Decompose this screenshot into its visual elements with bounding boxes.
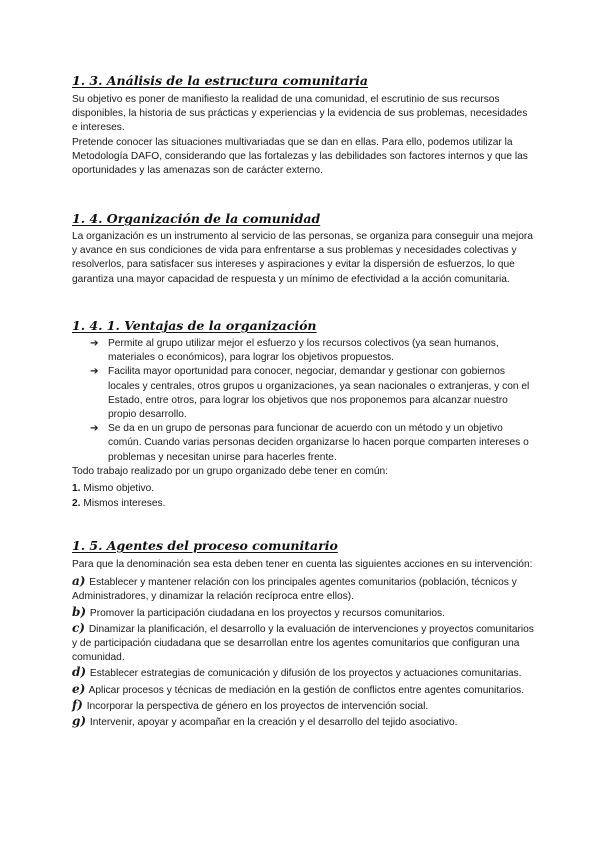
section-1-3 [72,73,534,178]
list-item [72,422,534,465]
item-letter: g) [72,714,87,729]
list-item [72,605,534,621]
arrow-icon: ➔ [90,366,99,378]
section-1-5-title: 1. 5. Agentes del proceso comunitario [72,538,338,553]
numbered-item [72,496,534,511]
item-text: Incorporar la perspectiva de género en los proyectos de intervención social. [86,700,429,712]
item-text: Establecer estrategias de comunicación y difusión de los proyectos y actuaciones comunitarias. [89,668,522,680]
item-number: 2. [72,498,81,510]
item-text: Mismos intereses. [83,498,166,510]
item-letter: e) [72,681,86,696]
section-1-5 [72,538,534,730]
numbered-list [72,481,534,511]
list-item [72,621,534,666]
numbered-item [72,481,534,496]
item-letter: d) [72,665,87,680]
item-number: 1. [72,483,81,495]
item-text: Dinamizar la planificación, el desarrollo y la evaluación de intervenciones y proyectos comunitarios y de participación ciudadana que se desarrollan entre los agentes comunitarios que configuran una comunidad. [72,623,534,664]
advantages-list [72,337,534,465]
item-text: Aplicar procesos y técnicas de mediación en la gestión de conflictos entre agentes comunitarios. [88,684,525,696]
section-1-3-paragraph-2: Pretende conocer las situaciones multivariadas que se dan en ellas. Para ello, podemos utilizar la Metodología DAFO, considerando que las fortalezas y las debilidades son factores internos y que las oportunidades y las amenazas son de carácter externo. [72,136,528,177]
section-1-3-paragraph-1: Su objetivo es poner de manifiesto la realidad de una comunidad, el escrutinio de sus recursos disponibles, la historia de sus prácticas y experiencias y la evidencia de sus problemas, necesidades e intereses. [72,94,528,134]
item-text: Promover la participación ciudadana en los proyectos y recursos comunitarios. [89,607,445,619]
item-letter: b) [72,604,87,619]
list-item [72,714,534,730]
section-1-4 [72,211,534,287]
list-item-text: Se da en un grupo de personas para funcionar de acuerdo con un método y un objetivo común. Cuando varias personas deciden organizarse lo hacen porque comparten intereses o problemas y necesitan unirse para hacerles frente. [108,423,529,463]
section-1-4-1-title: 1. 4. 1. Ventajas de la organización [72,318,317,333]
actions-list [72,574,534,730]
list-item [72,574,534,604]
section-1-4-1 [72,318,534,511]
section-1-4-paragraph: La organización es un instrumento al servicio de las personas, se organiza para conseguir una mejora y avance en sus condiciones de vida para enfrentarse a sus problemas y necesidades colectivas y resolverlos, para satisfacer sus intereses y aspiraciones y evitar la dispersión de esfuerzos, lo que garantiza una mayor capacidad de respuesta y un mínimo de efectividad a la acción comunitaria. [72,231,533,285]
item-letter: a) [72,574,86,589]
list-item [72,665,534,681]
list-item-text: Facilita mayor oportunidad para conocer, negociar, demandar y gestionar con gobiernos locales y centrales, otros grupos u organizaciones, ya sean nacionales o extranjeras, y con el Estado, entre otros, para lograr los objetivos que nos proponemos para alcanzar nuestro propio desarrollo. [108,366,530,421]
arrow-icon: ➔ [90,338,99,349]
item-text: Intervenir, apoyar y acompañar en la creación y el desarrollo del tejido asociativo. [89,717,458,729]
item-letter: f) [72,697,83,712]
item-text: Mismo objetivo. [83,483,155,495]
list-item-text: Permite al grupo utilizar mejor el esfuerzo y los recursos colectivos (ya sean humanos, materiales o económicos), para lograr los objetivos propuestos. [108,338,499,364]
list-item [72,337,534,365]
list-item [72,365,534,422]
common-statement: Todo trabajo realizado por un grupo organizado debe tener en común: [72,465,389,477]
list-item [72,698,534,714]
section-1-5-intro: Para que la denominación sea esta deben tener en cuenta las siguientes acciones en su intervención: [72,559,533,570]
section-1-4-title: 1. 4. Organización de la comunidad [72,211,321,226]
item-letter: c) [72,620,85,635]
item-text: Establecer y mantener relación con los principales agentes comunitarios (población, técnicos y Administradores, y dinamizar la relación recíproca entre ellos). [72,577,517,603]
list-item [72,682,534,698]
section-1-3-title: 1. 3. Análisis de la estructura comunitaria [72,73,368,88]
arrow-icon: ➔ [90,423,99,435]
